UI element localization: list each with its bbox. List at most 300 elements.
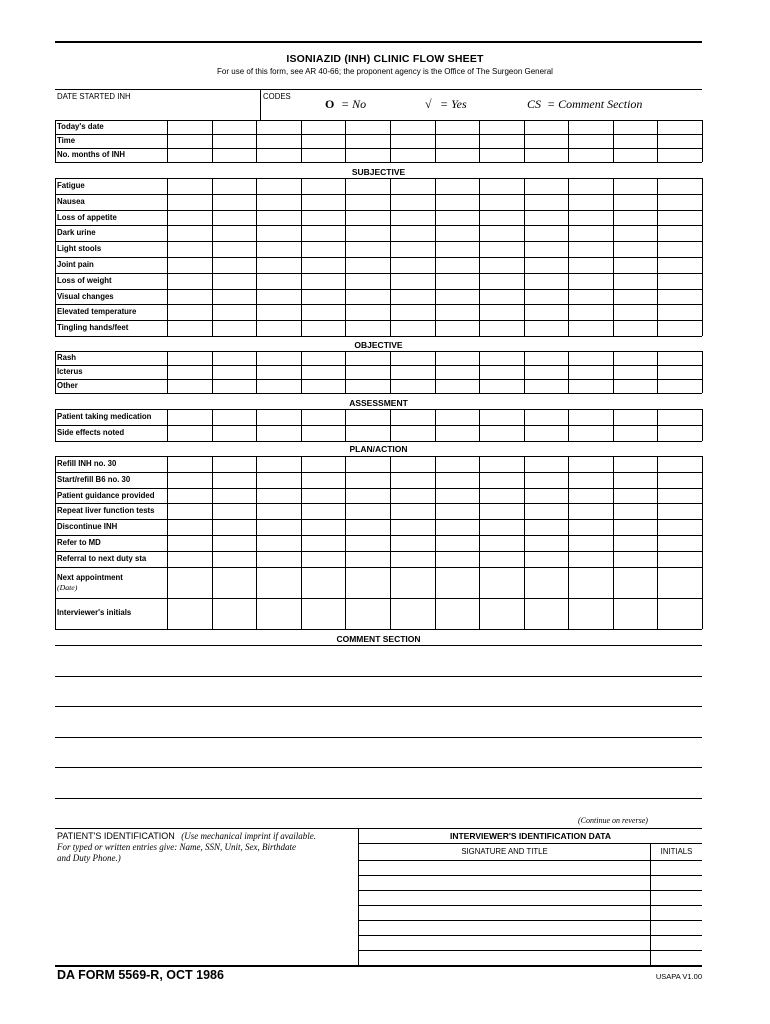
row-objective-cell[interactable] [346,380,390,393]
row-plan-cell[interactable] [257,552,301,567]
row-plan-cell[interactable] [525,489,569,504]
row-plan-cell[interactable] [658,536,702,551]
row-subjective-cell[interactable] [257,258,301,273]
row-objective-cell[interactable] [257,366,301,379]
row-plan-cell[interactable] [257,504,301,519]
row-subjective-cell[interactable] [213,321,257,336]
row-subjective-cell[interactable] [658,290,702,305]
row-subjective-cell[interactable] [614,226,658,241]
row-subjective-cell[interactable] [302,321,346,336]
row-plan-cell[interactable] [658,520,702,535]
signature-field[interactable] [359,906,649,920]
row-assessment-cell[interactable] [525,410,569,425]
row-subjective-cell[interactable] [525,242,569,257]
row-plan-cell[interactable] [569,489,613,504]
interviewer-initials-cell[interactable] [436,599,480,629]
row-assessment-cell[interactable] [658,426,702,441]
row-objective-cell[interactable] [168,366,212,379]
interviewer-initials-cell[interactable] [302,599,346,629]
header-row-cell[interactable] [391,149,435,162]
row-plan-cell[interactable] [257,457,301,472]
row-subjective-cell[interactable] [346,195,390,210]
header-row-cell[interactable] [346,121,390,134]
row-plan-cell[interactable] [436,536,480,551]
row-subjective-cell[interactable] [569,305,613,320]
row-plan-cell[interactable] [614,457,658,472]
row-plan-cell[interactable] [346,504,390,519]
row-subjective-cell[interactable] [168,211,212,226]
row-plan-cell[interactable] [391,457,435,472]
initials-field[interactable] [651,951,701,965]
row-subjective-cell[interactable] [168,274,212,289]
row-plan-cell[interactable] [346,489,390,504]
row-plan-cell[interactable] [569,520,613,535]
row-objective-cell[interactable] [257,352,301,365]
row-subjective-cell[interactable] [525,179,569,194]
row-subjective-cell[interactable] [391,321,435,336]
row-plan-cell[interactable] [614,489,658,504]
row-objective-cell[interactable] [213,380,257,393]
row-subjective-cell[interactable] [525,290,569,305]
next-appointment-cell[interactable] [569,568,613,598]
header-row-cell[interactable] [302,135,346,148]
row-subjective-cell[interactable] [257,226,301,241]
next-appointment-cell[interactable] [346,568,390,598]
row-objective-cell[interactable] [569,380,613,393]
row-subjective-cell[interactable] [480,179,524,194]
row-plan-cell[interactable] [168,473,212,488]
row-subjective-cell[interactable] [302,274,346,289]
row-subjective-cell[interactable] [391,290,435,305]
row-objective-cell[interactable] [569,366,613,379]
row-subjective-cell[interactable] [480,211,524,226]
row-subjective-cell[interactable] [658,305,702,320]
row-objective-cell[interactable] [346,366,390,379]
row-assessment-cell[interactable] [302,410,346,425]
row-subjective-cell[interactable] [658,211,702,226]
row-plan-cell[interactable] [480,489,524,504]
row-plan-cell[interactable] [525,536,569,551]
row-objective-cell[interactable] [213,352,257,365]
row-subjective-cell[interactable] [391,274,435,289]
header-row-cell[interactable] [436,135,480,148]
row-objective-cell[interactable] [658,352,702,365]
row-plan-cell[interactable] [569,552,613,567]
row-plan-cell[interactable] [569,536,613,551]
header-row-cell[interactable] [569,121,613,134]
row-subjective-cell[interactable] [525,258,569,273]
signature-field[interactable] [359,936,649,950]
initials-field[interactable] [651,876,701,890]
row-subjective-cell[interactable] [614,258,658,273]
row-plan-cell[interactable] [213,536,257,551]
row-subjective-cell[interactable] [213,258,257,273]
row-subjective-cell[interactable] [302,211,346,226]
row-plan-cell[interactable] [614,473,658,488]
row-plan-cell[interactable] [658,473,702,488]
header-row-cell[interactable] [658,149,702,162]
row-objective-cell[interactable] [391,352,435,365]
row-plan-cell[interactable] [257,489,301,504]
row-plan-cell[interactable] [302,504,346,519]
row-subjective-cell[interactable] [257,195,301,210]
header-row-cell[interactable] [168,121,212,134]
row-subjective-cell[interactable] [480,305,524,320]
row-subjective-cell[interactable] [480,258,524,273]
row-plan-cell[interactable] [658,489,702,504]
row-subjective-cell[interactable] [346,305,390,320]
header-row-cell[interactable] [614,135,658,148]
row-objective-cell[interactable] [614,366,658,379]
header-row-cell[interactable] [302,149,346,162]
row-plan-cell[interactable] [480,473,524,488]
row-assessment-cell[interactable] [346,410,390,425]
interviewer-initials-cell[interactable] [569,599,613,629]
row-subjective-cell[interactable] [436,305,480,320]
row-plan-cell[interactable] [302,473,346,488]
row-plan-cell[interactable] [525,552,569,567]
row-plan-cell[interactable] [346,473,390,488]
row-subjective-cell[interactable] [614,290,658,305]
row-subjective-cell[interactable] [436,211,480,226]
initials-field[interactable] [651,891,701,905]
row-plan-cell[interactable] [436,520,480,535]
row-subjective-cell[interactable] [436,290,480,305]
row-plan-cell[interactable] [525,520,569,535]
row-subjective-cell[interactable] [168,290,212,305]
header-row-cell[interactable] [213,149,257,162]
header-row-cell[interactable] [391,135,435,148]
header-row-cell[interactable] [168,135,212,148]
header-row-cell[interactable] [480,135,524,148]
row-subjective-cell[interactable] [391,195,435,210]
row-subjective-cell[interactable] [391,211,435,226]
row-plan-cell[interactable] [480,536,524,551]
row-assessment-cell[interactable] [168,426,212,441]
header-row-cell[interactable] [346,135,390,148]
interviewer-initials-cell[interactable] [525,599,569,629]
row-subjective-cell[interactable] [391,258,435,273]
row-subjective-cell[interactable] [436,274,480,289]
row-subjective-cell[interactable] [213,179,257,194]
row-subjective-cell[interactable] [614,195,658,210]
signature-field[interactable] [359,861,649,875]
row-assessment-cell[interactable] [257,426,301,441]
row-plan-cell[interactable] [480,504,524,519]
row-subjective-cell[interactable] [257,274,301,289]
row-objective-cell[interactable] [569,352,613,365]
row-plan-cell[interactable] [614,536,658,551]
row-subjective-cell[interactable] [302,305,346,320]
row-subjective-cell[interactable] [614,321,658,336]
row-assessment-cell[interactable] [480,426,524,441]
comment-area[interactable] [55,646,702,797]
header-row-cell[interactable] [302,121,346,134]
row-plan-cell[interactable] [213,552,257,567]
row-subjective-cell[interactable] [302,226,346,241]
row-plan-cell[interactable] [168,457,212,472]
row-subjective-cell[interactable] [257,242,301,257]
row-subjective-cell[interactable] [346,211,390,226]
row-subjective-cell[interactable] [391,226,435,241]
row-objective-cell[interactable] [391,380,435,393]
next-appointment-cell[interactable] [480,568,524,598]
row-subjective-cell[interactable] [302,290,346,305]
next-appointment-cell[interactable] [168,568,212,598]
row-subjective-cell[interactable] [658,179,702,194]
row-plan-cell[interactable] [614,552,658,567]
row-subjective-cell[interactable] [658,321,702,336]
row-plan-cell[interactable] [658,552,702,567]
initials-field[interactable] [651,861,701,875]
row-subjective-cell[interactable] [168,179,212,194]
next-appointment-cell[interactable] [391,568,435,598]
header-row-cell[interactable] [436,121,480,134]
row-plan-cell[interactable] [213,504,257,519]
row-objective-cell[interactable] [213,366,257,379]
row-subjective-cell[interactable] [658,242,702,257]
next-appointment-cell[interactable] [302,568,346,598]
row-plan-cell[interactable] [391,504,435,519]
row-plan-cell[interactable] [257,473,301,488]
row-plan-cell[interactable] [436,489,480,504]
row-subjective-cell[interactable] [168,258,212,273]
row-plan-cell[interactable] [391,552,435,567]
next-appointment-cell[interactable] [436,568,480,598]
row-plan-cell[interactable] [391,520,435,535]
header-row-cell[interactable] [168,149,212,162]
row-subjective-cell[interactable] [257,211,301,226]
row-subjective-cell[interactable] [213,195,257,210]
row-subjective-cell[interactable] [569,290,613,305]
row-objective-cell[interactable] [436,366,480,379]
row-plan-cell[interactable] [257,520,301,535]
row-plan-cell[interactable] [525,473,569,488]
row-plan-cell[interactable] [346,520,390,535]
row-plan-cell[interactable] [569,457,613,472]
header-row-cell[interactable] [658,135,702,148]
row-plan-cell[interactable] [658,504,702,519]
row-plan-cell[interactable] [525,504,569,519]
row-subjective-cell[interactable] [614,179,658,194]
row-subjective-cell[interactable] [436,242,480,257]
row-plan-cell[interactable] [213,457,257,472]
row-subjective-cell[interactable] [213,226,257,241]
row-assessment-cell[interactable] [213,410,257,425]
row-plan-cell[interactable] [569,504,613,519]
row-assessment-cell[interactable] [614,426,658,441]
header-row-cell[interactable] [614,121,658,134]
row-subjective-cell[interactable] [480,290,524,305]
row-subjective-cell[interactable] [480,195,524,210]
row-objective-cell[interactable] [391,366,435,379]
row-subjective-cell[interactable] [213,305,257,320]
row-subjective-cell[interactable] [257,290,301,305]
row-plan-cell[interactable] [168,536,212,551]
row-subjective-cell[interactable] [346,226,390,241]
row-subjective-cell[interactable] [346,179,390,194]
row-subjective-cell[interactable] [658,195,702,210]
row-subjective-cell[interactable] [658,258,702,273]
row-subjective-cell[interactable] [213,242,257,257]
row-assessment-cell[interactable] [614,410,658,425]
row-plan-cell[interactable] [569,473,613,488]
row-plan-cell[interactable] [168,504,212,519]
row-subjective-cell[interactable] [436,321,480,336]
row-subjective-cell[interactable] [614,242,658,257]
row-subjective-cell[interactable] [436,258,480,273]
row-subjective-cell[interactable] [614,274,658,289]
row-subjective-cell[interactable] [569,274,613,289]
header-row-cell[interactable] [658,121,702,134]
row-subjective-cell[interactable] [168,321,212,336]
row-subjective-cell[interactable] [569,179,613,194]
header-row-cell[interactable] [213,121,257,134]
row-subjective-cell[interactable] [436,226,480,241]
row-plan-cell[interactable] [391,536,435,551]
row-assessment-cell[interactable] [658,410,702,425]
row-subjective-cell[interactable] [658,274,702,289]
row-objective-cell[interactable] [658,380,702,393]
row-objective-cell[interactable] [525,380,569,393]
row-assessment-cell[interactable] [569,426,613,441]
row-subjective-cell[interactable] [346,321,390,336]
row-assessment-cell[interactable] [480,410,524,425]
row-assessment-cell[interactable] [302,426,346,441]
header-row-cell[interactable] [525,135,569,148]
row-assessment-cell[interactable] [391,410,435,425]
row-objective-cell[interactable] [480,366,524,379]
row-subjective-cell[interactable] [213,211,257,226]
row-assessment-cell[interactable] [436,410,480,425]
row-plan-cell[interactable] [257,536,301,551]
row-subjective-cell[interactable] [391,242,435,257]
row-plan-cell[interactable] [346,536,390,551]
row-subjective-cell[interactable] [525,305,569,320]
next-appointment-cell[interactable] [213,568,257,598]
row-plan-cell[interactable] [302,489,346,504]
row-subjective-cell[interactable] [480,242,524,257]
header-row-cell[interactable] [257,135,301,148]
row-plan-cell[interactable] [168,552,212,567]
row-objective-cell[interactable] [436,380,480,393]
row-objective-cell[interactable] [168,352,212,365]
row-subjective-cell[interactable] [658,226,702,241]
header-row-cell[interactable] [213,135,257,148]
row-objective-cell[interactable] [257,380,301,393]
row-plan-cell[interactable] [436,552,480,567]
row-objective-cell[interactable] [614,380,658,393]
row-subjective-cell[interactable] [302,195,346,210]
row-assessment-cell[interactable] [346,426,390,441]
row-subjective-cell[interactable] [569,195,613,210]
row-subjective-cell[interactable] [257,179,301,194]
row-plan-cell[interactable] [213,520,257,535]
patient-id-area[interactable] [56,866,356,964]
row-plan-cell[interactable] [346,552,390,567]
interviewer-initials-cell[interactable] [213,599,257,629]
signature-field[interactable] [359,891,649,905]
row-plan-cell[interactable] [213,473,257,488]
row-subjective-cell[interactable] [213,290,257,305]
row-plan-cell[interactable] [213,489,257,504]
row-assessment-cell[interactable] [257,410,301,425]
row-subjective-cell[interactable] [302,258,346,273]
row-assessment-cell[interactable] [213,426,257,441]
row-plan-cell[interactable] [480,552,524,567]
header-row-cell[interactable] [346,149,390,162]
row-objective-cell[interactable] [480,380,524,393]
interviewer-initials-cell[interactable] [658,599,702,629]
header-row-cell[interactable] [257,121,301,134]
row-subjective-cell[interactable] [302,242,346,257]
row-subjective-cell[interactable] [213,274,257,289]
row-subjective-cell[interactable] [436,195,480,210]
row-subjective-cell[interactable] [525,226,569,241]
row-subjective-cell[interactable] [346,274,390,289]
header-row-cell[interactable] [569,135,613,148]
next-appointment-cell[interactable] [525,568,569,598]
row-objective-cell[interactable] [525,366,569,379]
row-plan-cell[interactable] [302,552,346,567]
next-appointment-cell[interactable] [658,568,702,598]
row-plan-cell[interactable] [614,504,658,519]
row-objective-cell[interactable] [302,366,346,379]
row-plan-cell[interactable] [436,457,480,472]
initials-field[interactable] [651,921,701,935]
row-plan-cell[interactable] [168,520,212,535]
row-objective-cell[interactable] [302,352,346,365]
row-subjective-cell[interactable] [302,179,346,194]
row-objective-cell[interactable] [658,366,702,379]
row-plan-cell[interactable] [480,520,524,535]
signature-field[interactable] [359,921,649,935]
row-subjective-cell[interactable] [569,258,613,273]
row-objective-cell[interactable] [525,352,569,365]
row-assessment-cell[interactable] [168,410,212,425]
interviewer-initials-cell[interactable] [480,599,524,629]
next-appointment-cell[interactable] [257,568,301,598]
row-plan-cell[interactable] [614,520,658,535]
interviewer-initials-cell[interactable] [346,599,390,629]
row-subjective-cell[interactable] [525,321,569,336]
row-plan-cell[interactable] [302,457,346,472]
interviewer-initials-cell[interactable] [614,599,658,629]
row-objective-cell[interactable] [346,352,390,365]
interviewer-initials-cell[interactable] [168,599,212,629]
header-row-cell[interactable] [391,121,435,134]
row-plan-cell[interactable] [168,489,212,504]
row-objective-cell[interactable] [302,380,346,393]
row-subjective-cell[interactable] [168,226,212,241]
row-plan-cell[interactable] [436,504,480,519]
row-plan-cell[interactable] [658,457,702,472]
row-subjective-cell[interactable] [257,321,301,336]
row-plan-cell[interactable] [525,457,569,472]
row-assessment-cell[interactable] [391,426,435,441]
row-objective-cell[interactable] [168,380,212,393]
header-row-cell[interactable] [525,149,569,162]
row-subjective-cell[interactable] [391,305,435,320]
row-subjective-cell[interactable] [569,226,613,241]
row-subjective-cell[interactable] [569,211,613,226]
row-subjective-cell[interactable] [525,274,569,289]
next-appointment-cell[interactable] [614,568,658,598]
row-subjective-cell[interactable] [168,195,212,210]
row-plan-cell[interactable] [480,457,524,472]
row-plan-cell[interactable] [346,457,390,472]
initials-field[interactable] [651,906,701,920]
